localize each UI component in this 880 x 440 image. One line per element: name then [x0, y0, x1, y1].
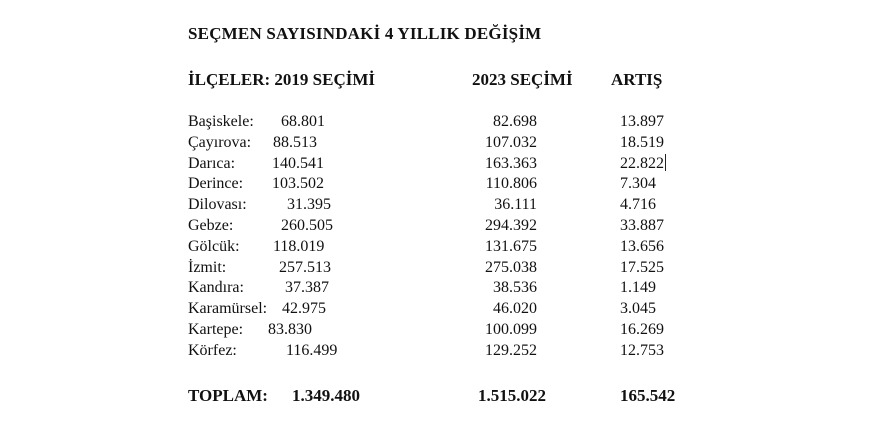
voters-2023: 36.111: [494, 196, 537, 214]
total-increase: 165.542: [620, 386, 676, 405]
table-row: [0, 216, 880, 237]
voters-2019: 31.395: [287, 196, 331, 214]
voter-increase-value: 13.656: [620, 237, 664, 255]
district-name: Çayırova:: [188, 133, 252, 151]
voter-increase-value: 16.269: [620, 320, 664, 338]
voter-increase: [620, 258, 664, 279]
voter-increase-value: 7.304: [620, 175, 656, 193]
voter-increase-value: 13.897: [620, 113, 664, 130]
voter-increase-value: 22.822: [620, 154, 664, 172]
table-row: [0, 174, 880, 195]
voters-2023: 163.363: [485, 154, 537, 172]
district-name: Başiskele:: [188, 113, 254, 130]
voters-2019: 140.541: [272, 154, 324, 172]
total-2023: 1.515.022: [478, 386, 546, 405]
district-name: Darıca:: [188, 154, 236, 172]
table-row: [0, 258, 880, 279]
district-rows: [0, 112, 880, 362]
document-title: SEÇMEN SAYISINDAKİ 4 YILLIK DEĞİŞİM: [188, 24, 542, 43]
voter-increase-value: 18.519: [620, 133, 664, 151]
voters-2019: 88.513: [273, 133, 317, 151]
table-row: [0, 341, 880, 362]
voters-2019: 116.499: [286, 341, 338, 359]
voter-increase: [620, 341, 664, 362]
district-name: Derince:: [188, 175, 244, 193]
voters-2023: 294.392: [485, 216, 537, 234]
total-2019: 1.349.480: [292, 386, 360, 405]
table-row: [0, 320, 880, 341]
voter-increase: [620, 216, 664, 237]
voter-increase: [620, 237, 664, 258]
table-row: [0, 154, 880, 175]
voters-2023: 110.806: [485, 175, 537, 193]
header-districts-2019: İLÇELER: 2019 SEÇİMİ: [188, 70, 376, 89]
voters-2023: 275.038: [485, 258, 537, 276]
header-increase: ARTIŞ: [611, 70, 663, 89]
voters-2019: 257.513: [279, 258, 331, 276]
voters-2019: 83.830: [268, 320, 312, 338]
voter-increase: [620, 133, 664, 154]
voters-2023: 82.698: [493, 113, 537, 130]
voters-2023: 100.099: [485, 320, 537, 338]
district-name: Körfez:: [188, 341, 237, 359]
voters-2019: 42.975: [282, 300, 326, 318]
voter-increase: [620, 320, 664, 341]
total-label: TOPLAM:: [188, 386, 268, 405]
voters-2019: 37.387: [285, 279, 329, 297]
table-row: [0, 237, 880, 258]
table-row: [0, 278, 880, 299]
voter-increase: [620, 195, 656, 216]
voters-2019: 260.505: [281, 216, 333, 234]
voter-increase-value: 17.525: [620, 258, 664, 276]
table-row: [0, 195, 880, 216]
voters-2023: 38.536: [493, 279, 537, 297]
voter-increase-value: 33.887: [620, 216, 664, 234]
table-row: [0, 112, 880, 133]
district-name: Dilovası:: [188, 196, 247, 214]
header-2023: 2023 SEÇİMİ: [472, 70, 573, 89]
voters-2019: 68.801: [281, 113, 325, 130]
voter-increase-value: 3.045: [620, 300, 656, 318]
district-name: Gebze:: [188, 216, 234, 234]
voter-increase-value: 12.753: [620, 341, 664, 359]
voters-2023: 129.252: [485, 341, 537, 359]
table-row: [0, 299, 880, 320]
voter-increase: [620, 174, 656, 195]
voter-increase: [620, 299, 656, 320]
district-name: İzmit:: [188, 258, 227, 276]
district-name: Karamürsel:: [188, 300, 268, 318]
voters-2023: 131.675: [485, 237, 537, 255]
voter-increase-value: 1.149: [620, 279, 656, 297]
district-name: Kartepe:: [188, 320, 244, 338]
table-row: [0, 133, 880, 154]
text-cursor: [665, 154, 666, 171]
voter-increase: [620, 278, 656, 299]
voter-increase-value: 4.716: [620, 196, 656, 214]
district-name: Gölcük:: [188, 237, 240, 255]
voters-2023: 46.020: [493, 300, 537, 318]
voter-increase: [620, 112, 664, 133]
voter-increase: [620, 154, 666, 175]
voters-2023: 107.032: [485, 133, 537, 151]
district-name: Kandıra:: [188, 279, 244, 297]
voters-2019: 118.019: [273, 237, 325, 255]
voters-2019: 103.502: [272, 175, 324, 193]
